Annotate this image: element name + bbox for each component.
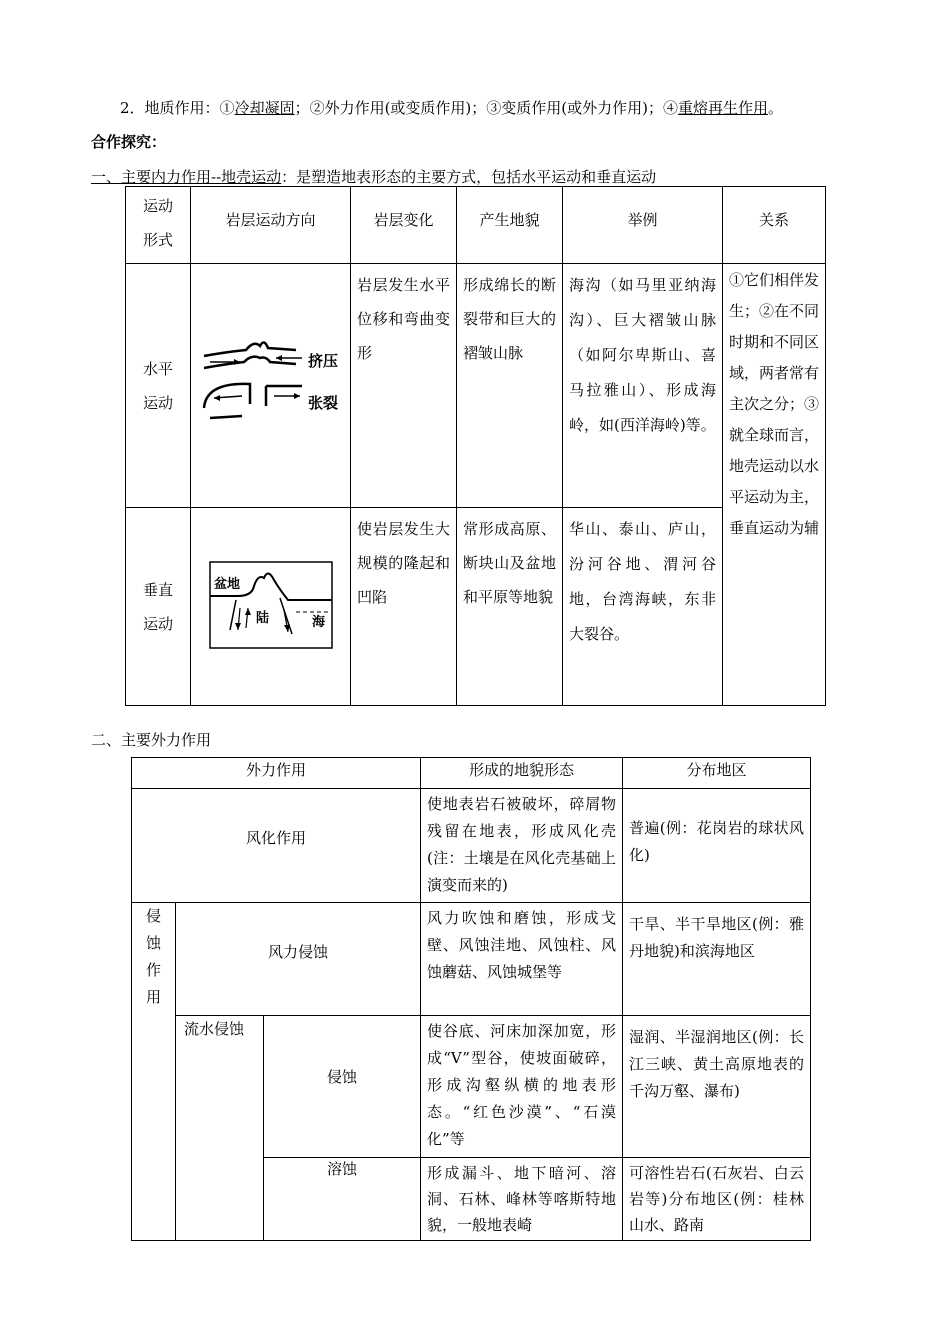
weathering-name-cell	[132, 789, 421, 903]
header-relation-text: 关系	[758, 211, 789, 229]
fold-upper-curve	[204, 342, 296, 356]
erosion-label-cell	[132, 903, 176, 1241]
horizontal-form-line2: 运动	[142, 393, 173, 412]
row-weathering	[132, 789, 811, 903]
relation-text: ①它们相伴发生；②在不同时期和不同区域，两者常有主次之分；③就全球而言，地壳运动以水平运动为主，垂直运动为辅	[729, 271, 820, 537]
answers-2-3: ；②外力作用(或变质作用)；③变质作用(或外力作用)；	[294, 99, 663, 117]
header-force	[132, 758, 421, 789]
section1-heading	[91, 166, 656, 187]
coast-arrowhead	[284, 625, 290, 632]
label-sea: 海	[311, 614, 325, 630]
row-vertical-movement	[126, 508, 826, 706]
cooperative-inquiry-heading: 合作探究：	[91, 133, 167, 151]
table1-header-row	[126, 187, 826, 264]
subsidence-arrowhead	[245, 608, 251, 615]
weathering-distribution-text: 普遍(例：花岗岩的球状风化)	[629, 819, 805, 864]
dissolution-name: 溶蚀	[327, 1160, 358, 1178]
header-force-text: 外力作用	[246, 761, 307, 779]
crustal-movement-table	[125, 186, 826, 706]
vertical-form-cell	[126, 508, 191, 706]
vertical-example-cell	[563, 508, 723, 706]
horizontal-example-text: 海沟（如马里亚纳海沟）、巨大褶皱山脉（如阿尔卑斯山、喜马拉雅山）、形成海岭，如(西洋海岭)等。	[569, 276, 716, 434]
table2-header-row	[132, 758, 811, 789]
water-erosion-distribution-text: 湿润、半湿润地区(例：长江三峡、黄土高原地表的千沟万壑、瀑布)	[629, 1028, 805, 1100]
header-example	[563, 187, 723, 264]
row-horizontal-movement	[126, 264, 826, 508]
circled-4: ④	[663, 99, 679, 117]
header-movement-form	[126, 187, 191, 264]
water-label-cell	[176, 1016, 264, 1241]
water-erosion-label: 流水侵蚀	[184, 1020, 245, 1038]
wind-landform-cell	[421, 903, 623, 1016]
uplift-arrowhead	[235, 623, 241, 630]
weathering-distribution-cell	[623, 789, 811, 903]
header-landform-form	[421, 758, 623, 789]
row-water-erosion	[132, 1016, 811, 1158]
header-landform-form-text: 形成的地貌形态	[469, 761, 575, 779]
compression-arrowhead-right	[276, 355, 282, 361]
circled-1: ①	[219, 99, 235, 117]
intro-prefix: 2．地质作用：	[120, 99, 220, 117]
header-distribution-text: 分布地区	[686, 761, 747, 779]
tension-arrowhead-left	[214, 395, 220, 401]
vertical-movement-diagram	[208, 560, 334, 650]
answer-1: 冷却凝固	[234, 99, 295, 117]
vertical-landform-text: 常形成高原、断块山及盆地和平原等地貌	[463, 520, 556, 606]
dissolution-name-cell	[264, 1158, 421, 1241]
weathering-landform-cell	[421, 789, 623, 903]
tension-arrowhead-right	[294, 393, 300, 399]
header-example-text: 举例	[627, 211, 658, 229]
header-direction	[191, 187, 351, 264]
horizontal-form-line1: 水平	[142, 359, 173, 378]
dissolution-distribution-text: 可溶性岩石(石灰岩、白云岩等)分布地区(例：桂林山水、路南	[629, 1164, 805, 1234]
weathering-name: 风化作用	[246, 829, 307, 847]
answer-4: 重熔再生作用	[678, 99, 769, 117]
header-landform-text: 产生地貌	[479, 211, 540, 229]
vertical-change-cell	[351, 508, 457, 706]
horizontal-movement-diagram	[196, 334, 346, 434]
header-form-line1: 运动	[142, 197, 173, 215]
water-erosion-name-cell	[264, 1016, 421, 1158]
section1-underlined-title: 内力作用--地壳运动	[151, 168, 282, 186]
wind-distribution-cell	[623, 903, 811, 1016]
vertical-form-line1: 垂直	[142, 580, 173, 599]
vertical-example-text: 华山、泰山、庐山，汾河谷地、渭河谷地，台湾海峡，东非大裂谷。	[569, 520, 716, 643]
vertical-form-line2: 运动	[142, 614, 173, 633]
horizontal-example-cell	[563, 264, 723, 508]
label-tension: 张裂	[307, 393, 338, 412]
horizontal-landform-text: 形成绵长的断裂带和巨大的褶皱山脉	[463, 276, 556, 362]
external-forces-table	[131, 757, 811, 1241]
header-direction-text: 岩层运动方向	[225, 211, 316, 229]
geologic-process-line	[120, 97, 783, 118]
header-form-line2: 形式	[142, 231, 173, 249]
water-erosion-landform-text: 使谷底、河床加深加宽，形成“V”型谷，使坡面破碎，形成沟壑纵横的地表形态。“红色沙漠”、“石漠化”等	[427, 1022, 617, 1148]
water-erosion-distribution-cell	[623, 1016, 811, 1158]
rift-bottom-line	[210, 416, 242, 418]
header-relation	[723, 187, 826, 264]
vertical-landform-cell	[457, 508, 563, 706]
section2-heading: 二、主要外力作用	[91, 731, 212, 749]
label-basin: 盆地	[213, 576, 240, 592]
header-change-text: 岩层变化	[373, 211, 434, 229]
horizontal-change-cell	[351, 264, 457, 508]
header-change	[351, 187, 457, 264]
row-wind-erosion	[132, 903, 811, 1016]
header-landform	[457, 187, 563, 264]
vertical-diagram-cell	[191, 508, 351, 706]
dissolution-landform-text: 形成漏斗、地下暗河、溶洞、石林、峰林等喀斯特地貌，一般地表崎	[427, 1164, 617, 1234]
horizontal-diagram-cell	[191, 264, 351, 508]
dissolution-landform-cell	[421, 1158, 623, 1241]
vertical-change-text: 使岩层发生大规模的隆起和凹陷	[357, 520, 450, 606]
weathering-landform-text: 使地表岩石被破坏，碎屑物残留在地表，形成风化壳(注：土壤是在风化壳基础上演变而来的)	[427, 795, 617, 894]
section1-prefix: 一、主要	[91, 168, 152, 186]
fault-line-right	[280, 598, 292, 634]
horizontal-landform-cell	[457, 264, 563, 508]
erosion-label: 侵蚀作用	[146, 907, 162, 1006]
intro-end: 。	[768, 99, 784, 117]
water-erosion-name: 侵蚀	[327, 1068, 358, 1086]
compression-arrowhead-left	[234, 359, 240, 365]
horizontal-form-cell	[126, 264, 191, 508]
label-compression: 挤压	[307, 351, 338, 370]
wind-name-cell	[176, 903, 421, 1016]
dissolution-distribution-cell	[623, 1158, 811, 1241]
header-distribution	[623, 758, 811, 789]
section1-description: ：是塑造地表形态的主要方式，包括水平运动和垂直运动	[281, 168, 657, 186]
horizontal-change-text: 岩层发生水平位移和弯曲变形	[357, 276, 450, 362]
wind-landform-text: 风力吹蚀和磨蚀，形成戈壁、风蚀洼地、风蚀柱、风蚀蘑菇、风蚀城堡等	[427, 909, 617, 981]
water-erosion-landform-cell	[421, 1016, 623, 1158]
wind-distribution-text: 干旱、半干旱地区(例：雅丹地貌)和滨海地区	[629, 915, 805, 960]
fault-line-left	[230, 600, 236, 630]
relation-cell	[723, 264, 826, 706]
wind-name: 风力侵蚀	[268, 943, 329, 961]
label-land: 陆	[255, 610, 269, 626]
rift-left-block	[204, 383, 250, 407]
